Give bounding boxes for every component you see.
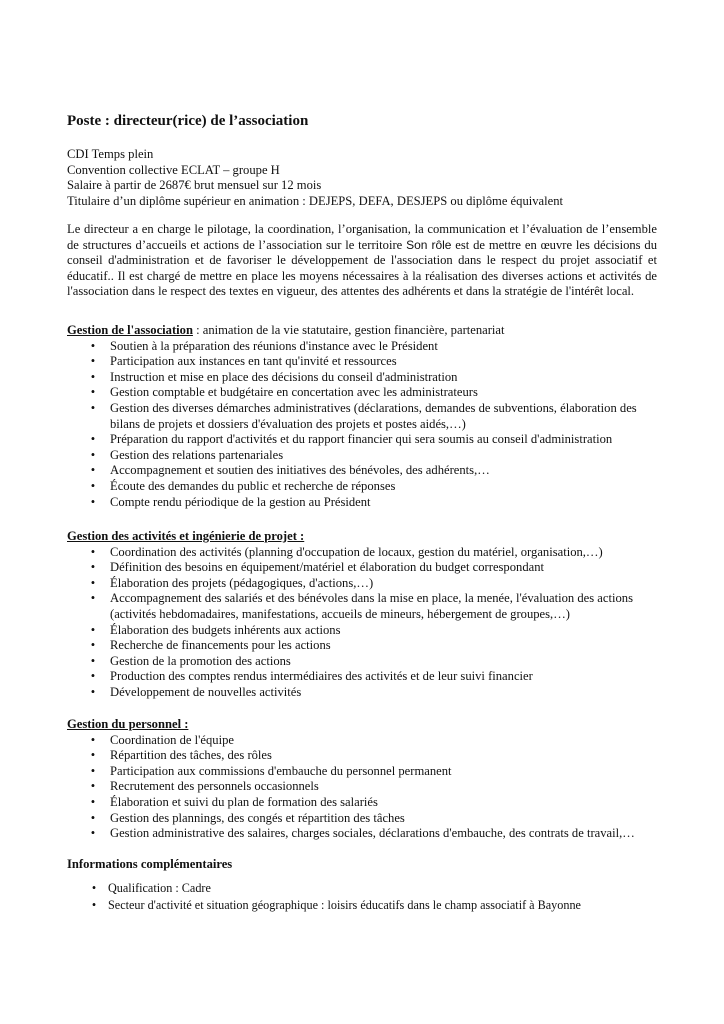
bullet-icon: • [90,732,96,747]
list-item-text: Gestion des relations partenariales [110,447,284,462]
list-item-text: Élaboration des budgets inhérents aux actions [110,622,341,637]
intro-text-1: Le directeur a en charge le pilotage, la coordination, l’organisation, la communication et l’évaluation de l’ensemble de structures d’accueils et actions de l’association sur le territoire [67,222,657,252]
list-item-text: Répartition des tâches, des rôles [110,748,272,763]
bullet-icon: • [90,400,96,415]
section-list [67,545,667,701]
list-item-text: Élaboration des projets (pédagogiques, d'actions,…) [110,575,374,590]
section-heading-title: Gestion des activités et ingénierie de projet : [67,529,305,543]
list-item [67,811,667,827]
list-item [67,463,667,479]
list-item-text: Accompagnement et soutien des initiatives des bénévoles, des adhérents,… [110,463,490,478]
section-personnel [67,717,667,842]
bullet-icon: • [90,575,96,590]
section-complementary [67,857,667,916]
list-item [67,370,667,386]
list-item-text: Gestion de la promotion des actions [110,653,291,668]
contract-type: CDI Temps plein [67,147,154,161]
list-item [67,545,667,561]
list-item-text: Qualification : Cadre [108,880,211,895]
job-info [67,147,667,209]
bullet-icon: • [90,810,96,825]
bullet-icon: • [90,826,96,841]
list-item-text: Élaboration et suivi du plan de formation des salariés [110,794,378,809]
bullet-icon: • [90,794,96,809]
bullet-icon: • [90,653,96,668]
bullet-icon: • [90,432,96,447]
bullet-icon: • [90,354,96,369]
bullet-icon: • [90,338,96,353]
section-list [67,339,667,511]
list-item [67,354,667,370]
list-item [67,576,667,592]
section-heading [67,717,667,733]
bullet-icon: • [90,748,96,763]
section-list [67,733,667,842]
list-item-text: Coordination des activités (planning d'occupation de locaux, gestion du matériel, organisation,…) [110,544,603,559]
bullet-icon: • [90,669,96,684]
required-diploma: Titulaire d’un diplôme supérieur en animation : DEJEPS, DEFA, DESJEPS ou diplôme équivalent [67,193,564,208]
list-item [67,479,667,495]
list-item-text: Définition des besoins en équipement/matériel et élaboration du budget correspondant [110,560,545,575]
list-item-text: Recrutement des personnels occasionnels [110,779,319,794]
collective-agreement: Convention collective ECLAT – groupe H [67,162,280,177]
list-item-text: Soutien à la préparation des réunions d'instance avec le Président [110,338,438,353]
list-item [67,748,667,764]
list-item-text: Gestion comptable et budgétaire en concertation avec les administrateurs [110,385,478,400]
bullet-icon: • [90,638,96,653]
list-item [67,898,667,914]
list-item [67,779,667,795]
list-item-text: Développement de nouvelles activités [110,684,302,699]
section-heading-title: Gestion de l'association [67,323,193,337]
intro-text-2: Son rôle [406,237,452,252]
list-item [67,638,667,654]
section-heading-title: Informations complémentaires [67,857,233,871]
list-item [67,591,667,622]
list-item-text: Participation aux commissions d'embauche du personnel permanent [110,763,452,778]
list-item [67,495,667,511]
list-item-text: Coordination de l'équipe [110,732,234,747]
list-item-text: Gestion des diverses démarches administratives (déclarations, demandes de subventions, élaboration des bilans de projets et dossiers d'évaluation des projets et postes aidés,…) [110,400,637,431]
section-list [67,881,667,914]
list-item [67,795,667,811]
list-item [67,669,667,685]
list-item-text: Accompagnement des salariés et des bénévoles dans la mise en place, la menée, l'évaluation des actions (activités hebdomadaires, manifestations, accueils de mineurs, hébergement de groupes,…) [110,591,633,621]
list-item [67,432,667,448]
bullet-icon: • [90,447,96,462]
bullet-icon: • [90,463,96,478]
list-item-text: Production des comptes rendus intermédiaires des activités et de leur suivi financier [110,669,533,684]
list-item [67,339,667,355]
list-item [67,685,667,701]
section-activities [67,529,667,701]
bullet-icon: • [90,622,96,637]
page-title: Poste : directeur(rice) de l’association [67,113,309,129]
salary: Salaire à partir de 2687€ brut mensuel sur 12 mois [67,178,322,193]
section-association [67,323,667,510]
bullet-icon: • [91,880,97,895]
bullet-icon: • [90,684,96,699]
list-item-text: Compte rendu périodique de la gestion au Président [110,494,371,509]
list-item [67,881,667,897]
list-item-text: Gestion administrative des salaires, charges sociales, déclarations d'embauche, des contrats de travail,… [110,826,635,841]
bullet-icon: • [91,898,97,913]
bullet-icon: • [90,385,96,400]
list-item [67,560,667,576]
list-item-text: Recherche de financements pour les actions [110,638,331,653]
intro-text-3: est de mettre en œuvre les décisions du conseil d'administration et de favoriser le développement de l'association dans le respect du projet associatif et éducatif.. Il est chargé de mettre en place les moyens nécessaires à la réalisation des diverses actions et activités de l'association dans le respect des textes en vigueur, des attentes des adhérents et dans la stratégie de l'intérêt local. [67,237,657,299]
list-item-text: Écoute des demandes du public et recherche de réponses [110,478,396,493]
bullet-icon: • [90,478,96,493]
section-heading [67,323,667,339]
bullet-icon: • [90,369,96,384]
section-heading [67,529,667,545]
list-item [67,448,667,464]
bullet-icon: • [90,763,96,778]
list-item-text: Préparation du rapport d'activités et du rapport financier qui sera soumis au conseil d'administration [110,432,613,447]
list-item [67,764,667,780]
list-item-text: Gestion des plannings, des congés et répartition des tâches [110,810,405,825]
list-item [67,654,667,670]
list-item-text: Participation aux instances en tant qu'invité et ressources [110,354,397,369]
bullet-icon: • [90,494,96,509]
list-item [67,385,667,401]
section-heading-rest: : animation de la vie statutaire, gestion financière, partenariat [192,323,505,337]
bullet-icon: • [90,560,96,575]
bullet-icon: • [90,591,96,606]
section-heading-title: Gestion du personnel : [67,717,189,731]
list-item [67,733,667,749]
list-item [67,401,667,432]
bullet-icon: • [90,779,96,794]
intro-paragraph [67,222,657,300]
list-item-text: Secteur d'activité et situation géographique : loisirs éducatifs dans le champ associatif à Bayonne [108,898,581,913]
list-item [67,826,667,842]
bullet-icon: • [90,544,96,559]
list-item-text: Instruction et mise en place des décisions du conseil d'administration [110,369,458,384]
list-item [67,623,667,639]
